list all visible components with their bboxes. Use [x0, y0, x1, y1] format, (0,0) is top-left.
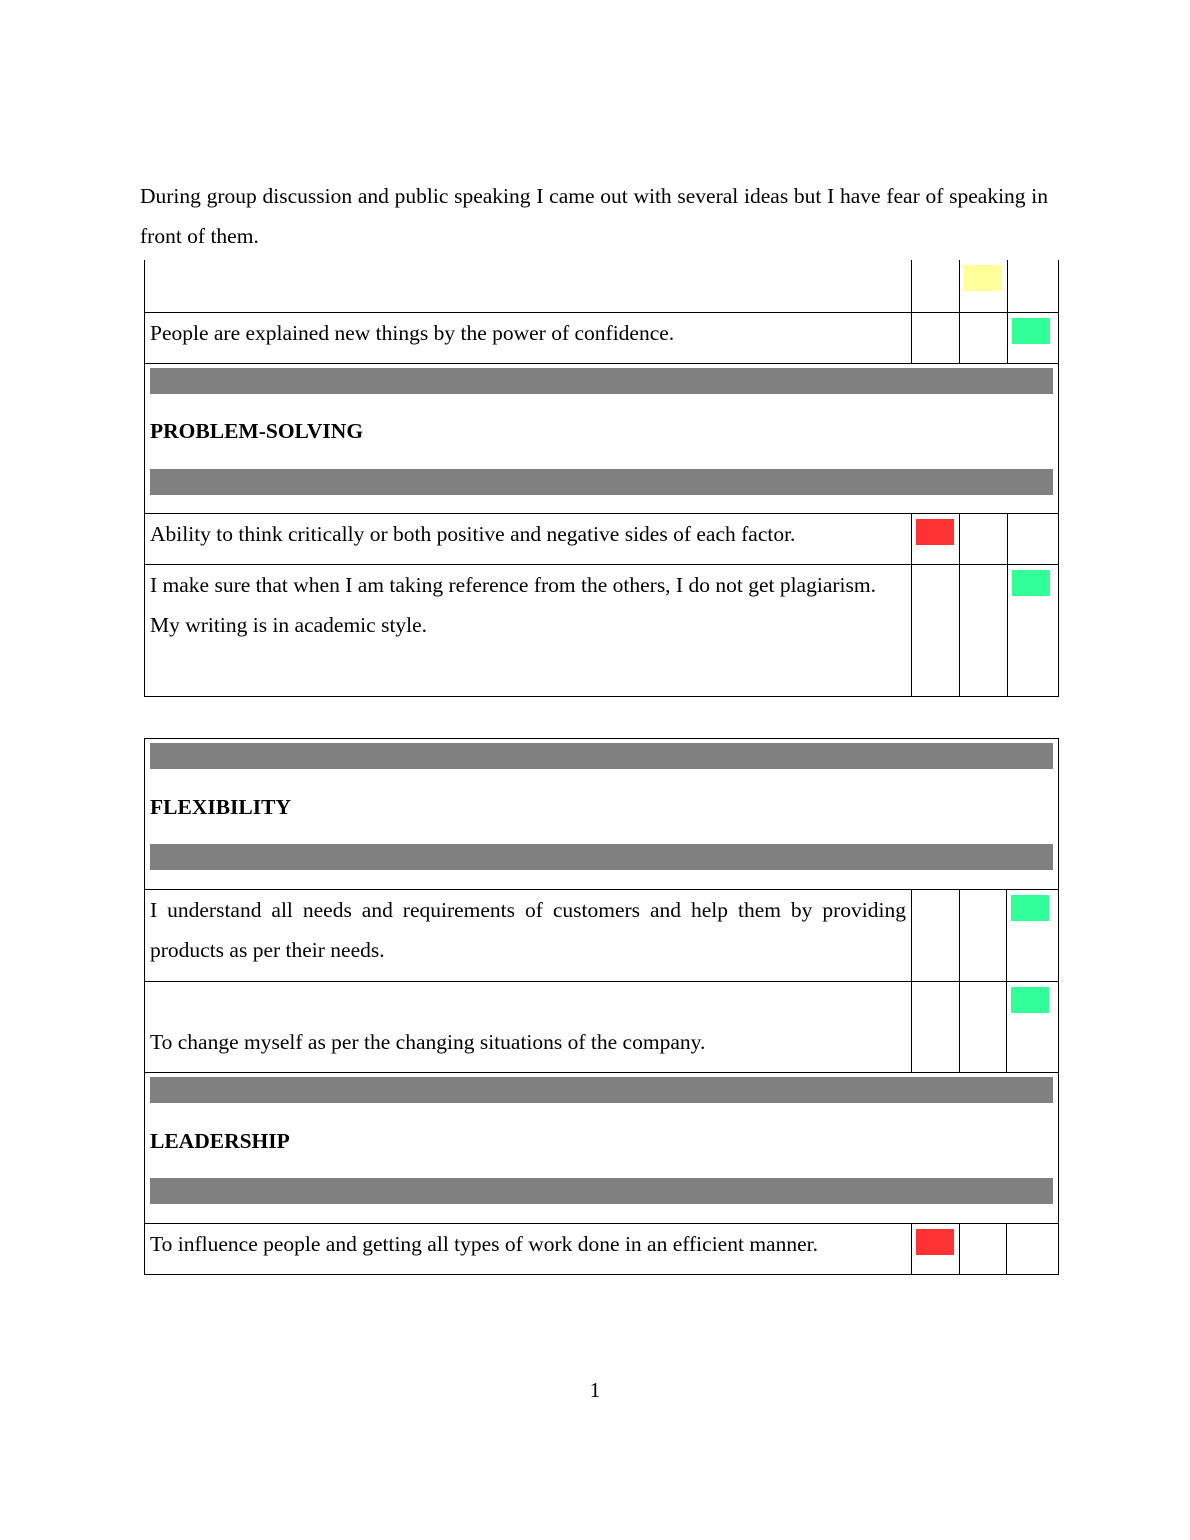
section-row	[145, 363, 1059, 513]
skills-table-1	[144, 260, 1059, 697]
rating-red-cell	[912, 260, 960, 312]
section-row	[145, 739, 1059, 890]
skill-cell: To change myself as per the changing situations of the company.	[145, 982, 912, 1073]
rating-green-cell	[1007, 1224, 1059, 1275]
yellow-rating-marker	[964, 265, 1002, 291]
rating-amber-cell	[960, 564, 1008, 696]
table-row	[145, 564, 1059, 696]
rating-red-cell	[912, 890, 960, 982]
table-row	[145, 1224, 1059, 1275]
rating-green-cell	[1007, 982, 1059, 1073]
section-title: FLEXIBILITY	[150, 794, 291, 819]
page-number: 1	[589, 1378, 601, 1402]
section-row	[145, 1073, 1059, 1224]
green-rating-marker	[1011, 895, 1049, 921]
rating-red-cell	[912, 1224, 960, 1275]
section-band	[150, 1077, 1053, 1103]
rating-green-cell	[1008, 513, 1059, 564]
rating-red-cell	[912, 982, 960, 1073]
rating-amber-cell	[960, 1224, 1007, 1275]
rating-red-cell	[912, 513, 960, 564]
rating-red-cell	[912, 564, 960, 696]
rating-red-cell	[912, 312, 960, 363]
rating-green-cell	[1007, 890, 1059, 982]
section-title: PROBLEM-SOLVING	[150, 419, 364, 443]
intro-paragraph: During group discussion and public speaking I came out with several ideas but I have fear of speaking in front of them.	[140, 184, 1048, 248]
section-header-cell	[145, 363, 1059, 513]
table-row	[145, 312, 1059, 363]
skills-table-2	[144, 738, 1059, 1275]
green-rating-marker	[1012, 318, 1050, 344]
table-row	[145, 513, 1059, 564]
section-band	[150, 469, 1053, 495]
skill-cell: I make sure that when I am taking reference from the others, I do not get plagiarism. My writing is in academic style.	[145, 564, 912, 696]
section-band	[150, 368, 1053, 394]
rating-amber-cell	[960, 260, 1008, 312]
rating-green-cell	[1008, 564, 1059, 696]
section-band	[150, 844, 1053, 870]
section-header-cell	[145, 1073, 1059, 1224]
red-rating-marker	[916, 519, 954, 545]
skill-cell: I understand all needs and requirements of customers and help them by providing products as per their needs.	[145, 890, 912, 982]
table-row	[145, 890, 1059, 982]
section-band	[150, 1178, 1053, 1204]
red-rating-marker	[916, 1229, 954, 1255]
rating-amber-cell	[960, 982, 1007, 1073]
skill-cell: To influence people and getting all types of work done in an efficient manner.	[145, 1224, 912, 1275]
rating-amber-cell	[960, 513, 1008, 564]
section-band	[150, 743, 1053, 769]
skill-cell: People are explained new things by the power of confidence.	[145, 312, 912, 363]
skill-cell	[145, 260, 912, 312]
rating-green-cell	[1008, 312, 1059, 363]
section-header-cell	[145, 739, 1059, 890]
rating-green-cell	[1008, 260, 1059, 312]
skill-cell: Ability to think critically or both positive and negative sides of each factor.	[145, 513, 912, 564]
green-rating-marker	[1011, 987, 1049, 1013]
green-rating-marker	[1012, 570, 1050, 596]
table-row	[145, 260, 1059, 312]
section-title: LEADERSHIP	[150, 1128, 290, 1153]
rating-amber-cell	[960, 312, 1008, 363]
rating-amber-cell	[960, 890, 1007, 982]
table-row	[145, 982, 1059, 1073]
